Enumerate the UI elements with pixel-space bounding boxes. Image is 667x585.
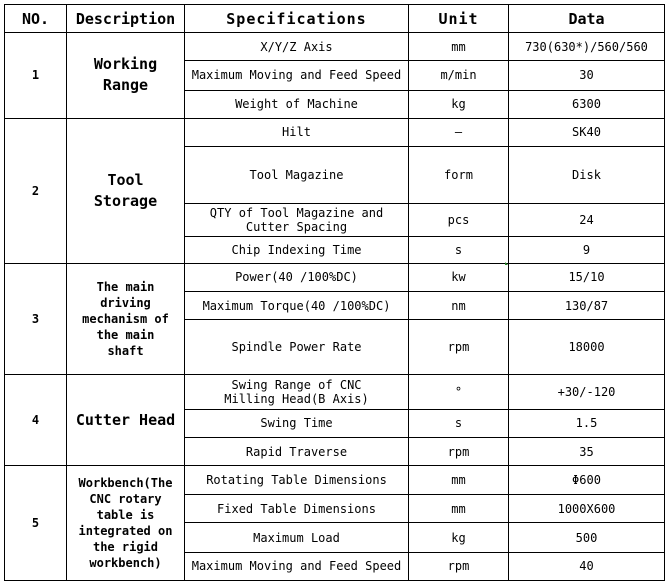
unit-cell: mm <box>409 495 509 523</box>
spec-cell: Hilt <box>185 118 409 146</box>
specification-table <box>4 4 665 581</box>
unit-cell: nm <box>409 291 509 319</box>
group-number: 5 <box>5 466 67 581</box>
spec-cell: Spindle Power Rate <box>185 320 409 375</box>
data-cell: 130/87 <box>509 291 665 319</box>
spec-cell: X/Y/Z Axis <box>185 33 409 61</box>
header-data: Data <box>509 5 665 33</box>
data-cell: 1000X600 <box>509 495 665 523</box>
table-row <box>5 263 665 291</box>
data-cell: Φ600 <box>509 466 665 495</box>
data-cell: 15/10 <box>509 263 665 291</box>
unit-cell: kw <box>409 263 509 291</box>
header-row <box>5 5 665 33</box>
group-description: The main driving mechanism of the main shaft <box>67 263 185 375</box>
unit-cell: rpm <box>409 320 509 375</box>
header-unit: Unit <box>409 5 509 33</box>
spec-cell: Chip Indexing Time <box>185 236 409 263</box>
unit-cell: ° <box>409 375 509 409</box>
group-description: Working Range <box>67 33 185 119</box>
spec-cell: Maximum Moving and Feed Speed <box>185 552 409 580</box>
data-cell: 9 <box>509 236 665 263</box>
unit-cell: mm <box>409 33 509 61</box>
data-cell: 730(630*)/560/560 <box>509 33 665 61</box>
spec-cell: Rotating Table Dimensions <box>185 466 409 495</box>
spec-cell: Swing Range of CNC Milling Head(B Axis) <box>185 375 409 409</box>
spec-cell: QTY of Tool Magazine and Cutter Spacing <box>185 204 409 236</box>
spec-cell: Maximum Moving and Feed Speed <box>185 61 409 90</box>
unit-cell: kg <box>409 90 509 118</box>
unit-cell: s <box>409 236 509 263</box>
group-description: Cutter Head <box>67 375 185 466</box>
unit-cell: pcs <box>409 204 509 236</box>
data-cell: 1.5 <box>509 409 665 437</box>
unit-cell: — <box>409 118 509 146</box>
group-number: 2 <box>5 118 67 263</box>
spec-cell: Tool Magazine <box>185 146 409 203</box>
unit-cell: form <box>409 146 509 203</box>
data-cell: 500 <box>509 523 665 552</box>
spec-cell: Weight of Machine <box>185 90 409 118</box>
spec-cell: Swing Time <box>185 409 409 437</box>
data-cell: 30 <box>509 61 665 90</box>
header-no: NO. <box>5 5 67 33</box>
table-row <box>5 375 665 409</box>
data-cell: SK40 <box>509 118 665 146</box>
table-row <box>5 118 665 146</box>
spec-cell: Fixed Table Dimensions <box>185 495 409 523</box>
data-cell: 40 <box>509 552 665 580</box>
unit-cell: kg <box>409 523 509 552</box>
unit-cell: rpm <box>409 552 509 580</box>
group-number: 3 <box>5 263 67 375</box>
spec-cell: Maximum Load <box>185 523 409 552</box>
data-cell: Disk <box>509 146 665 203</box>
group-description: Workbench(The CNC rotary table is integrated on the rigid workbench) <box>67 466 185 581</box>
group-number: 4 <box>5 375 67 466</box>
data-cell: 24 <box>509 204 665 236</box>
table-row <box>5 33 665 61</box>
header-description: Description <box>67 5 185 33</box>
spec-cell: Maximum Torque(40 /100%DC) <box>185 291 409 319</box>
header-specifications: Specifications <box>185 5 409 33</box>
spec-cell: Power(40 /100%DC) <box>185 263 409 291</box>
data-cell: +30/-120 <box>509 375 665 409</box>
group-number: 1 <box>5 33 67 119</box>
unit-cell: s <box>409 409 509 437</box>
table-row <box>5 466 665 495</box>
data-cell: 6300 <box>509 90 665 118</box>
unit-cell: rpm <box>409 437 509 465</box>
group-description: Tool Storage <box>67 118 185 263</box>
spec-cell: Rapid Traverse <box>185 437 409 465</box>
data-cell: 35 <box>509 437 665 465</box>
unit-cell: m/min <box>409 61 509 90</box>
data-cell: 18000 <box>509 320 665 375</box>
unit-cell: mm <box>409 466 509 495</box>
cell-comment-marker <box>505 262 508 265</box>
